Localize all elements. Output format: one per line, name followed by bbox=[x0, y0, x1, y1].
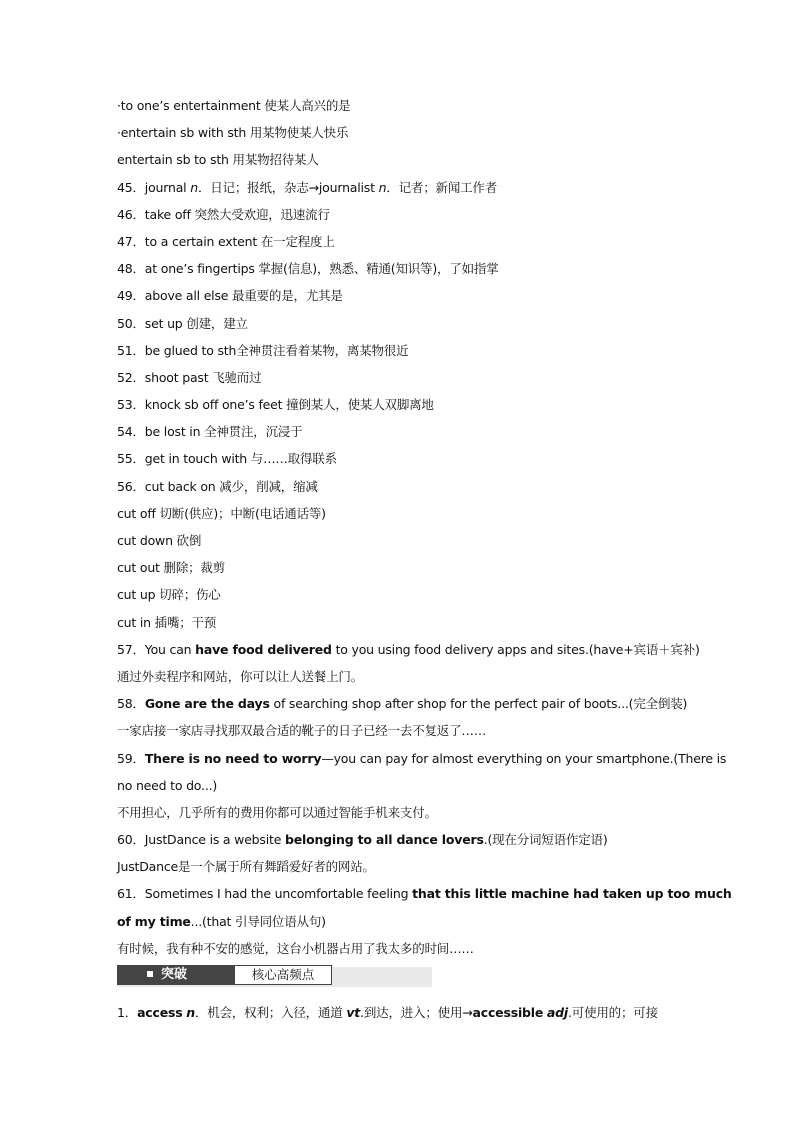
text-run: There is no need to worry bbox=[144, 750, 322, 766]
text-run: 57．You can bbox=[117, 641, 196, 657]
text-run: of searching shop after shop for the perfect pair of boots...(完全倒装) bbox=[269, 696, 688, 712]
text-run: JustDance是一个属于所有舞蹈爱好者的网站。 bbox=[117, 859, 375, 875]
text-line bbox=[117, 92, 679, 119]
text-run: 60．JustDance is a website bbox=[117, 832, 285, 848]
vocabulary-list bbox=[117, 92, 732, 962]
text-run: ．记者；新闻工作者 bbox=[386, 179, 498, 195]
text-run: ·to one’s entertainment 使某人高兴的是 bbox=[117, 98, 351, 113]
text-line bbox=[117, 745, 727, 772]
text-run: n bbox=[186, 1005, 195, 1020]
text-line bbox=[117, 636, 700, 663]
text-run: 47．to a certain extent 在一定程度上 bbox=[117, 233, 335, 249]
text-run: to you using food delivery apps and sites.(have+宾语＋宾补) bbox=[331, 641, 700, 657]
text-run: cut in 插嘴；干预 bbox=[117, 614, 217, 630]
text-run: 50．set up 创建，建立 bbox=[117, 315, 248, 331]
text-line bbox=[117, 119, 679, 146]
text-line bbox=[117, 282, 679, 309]
text-run: access bbox=[137, 1005, 183, 1020]
text-line bbox=[117, 609, 679, 636]
text-line bbox=[117, 853, 679, 880]
text-run: 45．journal bbox=[117, 179, 191, 195]
text-line bbox=[117, 364, 679, 391]
text-line bbox=[117, 201, 679, 228]
square-bullet-icon bbox=[147, 971, 153, 977]
text-line bbox=[117, 473, 679, 500]
section-header bbox=[117, 965, 432, 987]
text-run: 58． bbox=[117, 696, 145, 712]
text-line bbox=[117, 717, 679, 744]
text-line bbox=[117, 146, 679, 173]
text-line bbox=[117, 908, 679, 935]
section-tag bbox=[117, 965, 234, 985]
text-run: cut out 删除；裁剪 bbox=[117, 560, 226, 576]
text-run: adj bbox=[546, 1005, 568, 1020]
text-run: 53．knock sb off one’s feet 撞倒某人，使某人双脚离地 bbox=[117, 397, 434, 413]
text-line bbox=[117, 255, 679, 282]
text-run: of my time bbox=[117, 913, 191, 929]
text-line bbox=[117, 228, 679, 255]
text-run: 有时候，我有种不安的感觉，这台小机器占用了我太多的时间…… bbox=[117, 940, 474, 956]
text-run: .(现在分词短语作定语) bbox=[483, 832, 608, 848]
text-line bbox=[117, 581, 679, 608]
text-run: 56．cut back on 减少，削减，缩减 bbox=[117, 478, 318, 494]
access-entry bbox=[117, 999, 679, 1026]
text-line bbox=[117, 337, 679, 364]
text-run: 49．above all else 最重要的是，尤其是 bbox=[117, 288, 343, 304]
text-run: 59． bbox=[117, 750, 145, 766]
text-line bbox=[117, 391, 679, 418]
text-run: 1． bbox=[117, 1005, 138, 1020]
text-run: 54．be lost in 全神贯注，沉浸于 bbox=[117, 424, 303, 440]
text-run: cut up 切碎；伤心 bbox=[117, 587, 221, 603]
text-run: accessible bbox=[472, 1005, 544, 1020]
text-run: 通过外卖程序和网站，你可以让人送餐上门。 bbox=[117, 668, 364, 684]
text-run: 61．Sometimes I had the uncomfortable feeling bbox=[117, 886, 413, 902]
text-run: belonging to all dance lovers bbox=[284, 832, 484, 848]
text-run: 46．take off 突然大受欢迎，迅速流行 bbox=[117, 206, 330, 222]
text-run: 55．get in touch with 与……取得联系 bbox=[117, 451, 337, 467]
text-line bbox=[117, 174, 679, 201]
text-run: 不用担心，几乎所有的费用你都可以通过智能手机来支付。 bbox=[117, 804, 437, 820]
text-run: ．日记；报纸，杂志→journalist bbox=[197, 179, 379, 195]
text-line bbox=[117, 554, 679, 581]
text-run: cut off 切断(供应)；中断(电话通话等) bbox=[117, 505, 326, 521]
text-run: ．机会，权利；入径，通道 bbox=[194, 1005, 347, 1020]
text-line bbox=[117, 445, 679, 472]
text-run: Gone are the days bbox=[144, 696, 270, 712]
text-run: that this little machine had taken up too much bbox=[412, 886, 732, 902]
text-line bbox=[117, 772, 679, 799]
text-run: 51．be glued to sth全神贯注看着某物，离某物很近 bbox=[117, 342, 409, 358]
text-run: .到达，进入；使用→ bbox=[360, 1005, 473, 1020]
text-run: .可使用的；可接 bbox=[568, 1005, 658, 1020]
text-run: 52．shoot past 飞驰而过 bbox=[117, 369, 262, 385]
text-line bbox=[117, 935, 679, 962]
text-run: ·entertain sb with sth 用某物使某人快乐 bbox=[117, 125, 349, 141]
text-run: n bbox=[378, 179, 387, 195]
text-run: —you can pay for almost everything on your smartphone.(There is bbox=[321, 750, 727, 766]
text-run: no need to do...) bbox=[117, 777, 218, 793]
text-run: vt bbox=[346, 1005, 361, 1020]
section-title: 核心高频点 bbox=[234, 965, 332, 985]
text-run: 48．at one’s fingertips 掌握(信息)，熟悉、精通(知识等)，了如指掌 bbox=[117, 261, 499, 277]
text-line bbox=[117, 500, 679, 527]
text-run: cut down 砍倒 bbox=[117, 533, 202, 548]
text-line bbox=[117, 418, 679, 445]
text-line bbox=[117, 663, 679, 690]
text-run: entertain sb to sth 用某物招待某人 bbox=[117, 152, 319, 168]
text-run: 一家店接一家店寻找那双最合适的靴子的日子已经一去不复返了…… bbox=[117, 723, 487, 739]
text-line bbox=[117, 826, 679, 853]
text-line bbox=[117, 527, 679, 554]
text-line bbox=[117, 690, 688, 717]
text-run: n bbox=[190, 179, 198, 195]
text-line bbox=[117, 310, 679, 337]
text-run: have food delivered bbox=[195, 641, 332, 657]
text-line bbox=[117, 799, 679, 826]
text-run: ...(that 引导同位语从句) bbox=[190, 913, 326, 929]
text-line bbox=[117, 880, 732, 907]
section-tag-label: 突破 bbox=[161, 967, 188, 982]
document-page bbox=[117, 92, 732, 1026]
